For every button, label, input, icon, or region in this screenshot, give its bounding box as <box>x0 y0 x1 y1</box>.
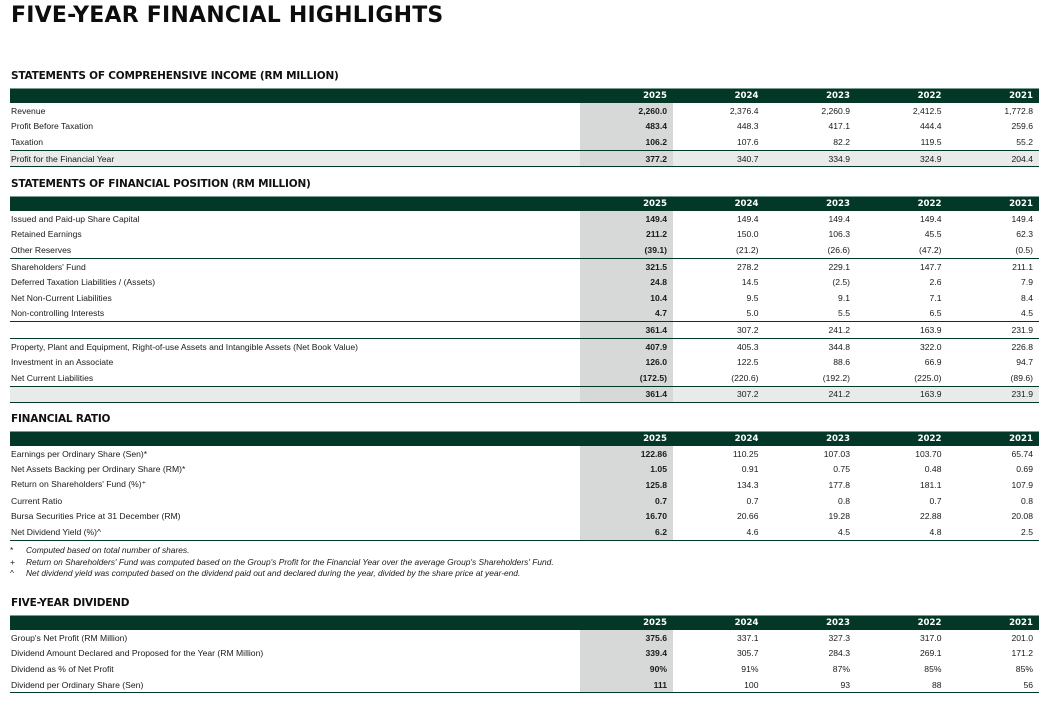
year-header: 2022 <box>856 197 948 212</box>
value-cell-2021: 55.2 <box>1016 136 1033 147</box>
table-row <box>10 508 1039 524</box>
value-cell-2022: 22.88 <box>919 511 942 522</box>
value-cell-2022: 88 <box>856 677 948 693</box>
value-cell-2025: 106.2 <box>580 134 673 150</box>
value-cell-2025: 339.4 <box>580 646 673 662</box>
value-cell-2024: 0.91 <box>741 464 759 475</box>
value-cell-2024: (220.6) <box>731 372 759 383</box>
year-header-row <box>10 616 1039 631</box>
subtotal-row <box>10 322 1039 339</box>
value-cell-2022: 149.4 <box>919 213 942 224</box>
value-cell-2025: 377.2 <box>580 150 673 167</box>
table-row <box>10 119 1039 135</box>
row-label: Current Ratio <box>11 495 63 506</box>
table-row <box>10 661 1039 677</box>
value-cell-2022: 322.0 <box>856 338 948 354</box>
value-cell-2023: 82.2 <box>833 136 850 147</box>
row-label: Revenue <box>11 105 46 116</box>
value-cell-2024: 307.2 <box>673 386 765 403</box>
value-cell-2024: 337.1 <box>736 632 759 643</box>
value-cell-2021: (89.6) <box>1010 372 1033 383</box>
row-label: Taxation <box>11 136 44 147</box>
value-cell-2024: 5.0 <box>746 308 759 319</box>
dividend-section <box>10 597 1039 693</box>
year-header: 2025 <box>580 432 673 447</box>
footnote <box>10 557 554 569</box>
row-label: Retained Earnings <box>11 229 82 240</box>
value-cell-2023: 241.2 <box>765 322 857 339</box>
value-cell-2021: 0.8 <box>1021 495 1033 506</box>
value-cell-2023: 327.3 <box>828 632 850 643</box>
year-header-row <box>10 197 1039 212</box>
value-cell-2022: 119.5 <box>920 136 942 147</box>
table-row <box>10 211 1039 227</box>
value-cell-2024: 307.2 <box>673 322 765 339</box>
value-cell-2025: 10.4 <box>580 290 673 306</box>
row-label: Investment in an Associate <box>11 357 114 368</box>
value-cell-2022: 147.7 <box>856 258 948 274</box>
row-label: Return on Shareholders' Fund (%)⁺ <box>11 479 147 490</box>
value-cell-2022: 163.9 <box>856 386 948 403</box>
income-title: STATEMENTS OF COMPREHENSIVE INCOME (RM MILLION) <box>11 70 339 82</box>
value-cell-2024: 110.25 <box>732 448 759 459</box>
table-row <box>10 306 1039 322</box>
row-label: Other Reserves <box>11 244 72 255</box>
year-header-row <box>10 89 1039 104</box>
value-cell-2022: 66.9 <box>924 357 942 368</box>
value-cell-2022: 163.9 <box>856 322 948 339</box>
position-section <box>10 178 1039 403</box>
value-cell-2022: 269.1 <box>919 648 942 659</box>
value-cell-2023: 9.1 <box>838 292 850 303</box>
header-blank-cell <box>10 432 580 447</box>
value-cell-2025: 122.86 <box>580 446 673 462</box>
row-label: Bursa Securities Price at 31 December (RM) <box>11 511 181 522</box>
row-label: Profit for the Financial Year <box>10 150 580 167</box>
table-row <box>10 103 1039 119</box>
value-cell-2023: 149.4 <box>828 213 850 224</box>
year-header: 2022 <box>856 89 948 104</box>
year-header: 2021 <box>948 432 1040 447</box>
row-label: Net Assets Backing per Ordinary Share (RM)* <box>11 464 186 475</box>
table-row <box>10 227 1039 243</box>
row-label: Earnings per Ordinary Share (Sen)* <box>11 448 148 459</box>
value-cell-2025: 0.7 <box>580 493 673 509</box>
subtotal-row <box>10 386 1039 403</box>
value-cell-2023: 0.75 <box>833 464 850 475</box>
table-row <box>10 274 1039 290</box>
value-cell-2023: 334.9 <box>765 150 857 167</box>
value-cell-2021: 171.2 <box>1011 648 1033 659</box>
value-cell-2021: 65.74 <box>1011 448 1033 459</box>
year-header: 2023 <box>765 89 857 104</box>
table-row <box>10 446 1039 462</box>
value-cell-2025: 361.4 <box>580 386 673 403</box>
value-cell-2024: 149.4 <box>736 213 759 224</box>
value-cell-2023: 93 <box>765 677 857 693</box>
value-cell-2022: 85% <box>924 663 942 674</box>
value-cell-2022: 317.0 <box>919 632 942 643</box>
year-header: 2021 <box>948 616 1040 631</box>
year-header-row <box>10 432 1039 447</box>
year-header: 2024 <box>673 89 765 104</box>
value-cell-2021: 85% <box>1015 663 1033 674</box>
value-cell-2025: 321.5 <box>580 258 673 274</box>
value-cell-2023: (192.2) <box>822 372 850 383</box>
value-cell-2024: (21.2) <box>736 244 759 255</box>
header-blank-cell <box>10 616 580 631</box>
row-label: Dividend per Ordinary Share (Sen) <box>10 677 580 693</box>
value-cell-2024: 9.5 <box>746 292 759 303</box>
value-cell-2022: 0.48 <box>924 464 942 475</box>
row-label <box>10 322 580 339</box>
table-row <box>10 338 1039 354</box>
ratio-table <box>10 431 1039 541</box>
value-cell-2022: 4.8 <box>856 524 948 540</box>
footnote-mark: * <box>10 545 14 555</box>
value-cell-2021: 211.1 <box>948 258 1040 274</box>
value-cell-2023: 0.8 <box>838 495 850 506</box>
value-cell-2024: 2,376.4 <box>729 105 759 116</box>
header-blank-cell <box>10 197 580 212</box>
footnote <box>10 545 554 557</box>
value-cell-2023: 284.3 <box>828 648 850 659</box>
income-section <box>10 70 1039 167</box>
row-label: Dividend Amount Declared and Proposed for the Year (RM Million) <box>11 648 264 659</box>
footnote-text: Computed based on total number of shares. <box>26 545 190 555</box>
value-cell-2023: 5.5 <box>838 308 850 319</box>
year-header: 2024 <box>673 197 765 212</box>
table-row <box>10 462 1039 478</box>
value-cell-2025: 6.2 <box>580 524 673 540</box>
footnote-text: Return on Shareholders' Fund was computed based on the Group's Profit for the Financial Year over the average Group's Shareholders' Fund. <box>26 556 554 567</box>
year-header: 2021 <box>948 89 1040 104</box>
row-label <box>10 386 580 403</box>
value-cell-2022: 324.9 <box>856 150 948 167</box>
value-cell-2021: (0.5) <box>1015 244 1033 255</box>
row-label: Net Dividend Yield (%)^ <box>10 524 580 540</box>
value-cell-2021: 231.9 <box>948 322 1040 339</box>
value-cell-2021: 1,772.8 <box>1004 105 1033 116</box>
value-cell-2024: 20.66 <box>736 511 759 522</box>
value-cell-2021: 0.69 <box>1016 464 1033 475</box>
row-label: Property, Plant and Equipment, Right-of-use Assets and Intangible Assets (Net Book Value) <box>10 338 580 354</box>
footnote-text: Net dividend yield was computed based on the dividend paid out and declared during the year, divided by the share price at year-end. <box>26 568 521 578</box>
row-label: Group's Net Profit (RM Million) <box>11 632 128 643</box>
year-header: 2021 <box>948 197 1040 212</box>
table-row <box>10 150 1039 167</box>
year-header: 2024 <box>673 616 765 631</box>
value-cell-2021: 259.6 <box>1011 121 1033 132</box>
footnote-mark: + <box>10 556 15 567</box>
value-cell-2025: 149.4 <box>580 211 673 227</box>
dividend-table <box>10 615 1039 693</box>
value-cell-2025: (39.1) <box>580 242 673 258</box>
value-cell-2025: 24.8 <box>580 274 673 290</box>
value-cell-2024: 405.3 <box>673 338 765 354</box>
value-cell-2024: 150.0 <box>736 229 759 240</box>
value-cell-2025: 16.70 <box>580 508 673 524</box>
value-cell-2024: 14.5 <box>741 277 759 288</box>
value-cell-2022: 6.5 <box>929 308 942 319</box>
row-label: Dividend as % of Net Profit <box>11 663 114 674</box>
value-cell-2023: 19.28 <box>828 511 850 522</box>
value-cell-2025: 1.05 <box>580 462 673 478</box>
value-cell-2021: 20.08 <box>1011 511 1033 522</box>
income-table <box>10 88 1039 167</box>
value-cell-2023: 87% <box>832 663 850 674</box>
value-cell-2023: 88.6 <box>833 357 850 368</box>
value-cell-2021: 204.4 <box>948 150 1040 167</box>
value-cell-2021: 107.9 <box>1011 479 1033 490</box>
row-label: Net Non-Current Liabilities <box>11 292 112 303</box>
position-title: STATEMENTS OF FINANCIAL POSITION (RM MILLION) <box>11 178 311 190</box>
value-cell-2024: 122.5 <box>736 357 759 368</box>
value-cell-2025: 125.8 <box>580 477 673 493</box>
value-cell-2023: 417.1 <box>828 121 850 132</box>
table-row <box>10 493 1039 509</box>
year-header: 2025 <box>580 616 673 631</box>
value-cell-2024: 278.2 <box>673 258 765 274</box>
value-cell-2025: 90% <box>580 661 673 677</box>
value-cell-2025: 407.9 <box>580 338 673 354</box>
table-row <box>10 290 1039 306</box>
row-label: Profit Before Taxation <box>11 121 94 132</box>
row-label: Shareholders' Fund <box>10 258 580 274</box>
table-row <box>10 258 1039 274</box>
value-cell-2023: 106.3 <box>828 229 850 240</box>
value-cell-2021: 149.4 <box>1011 213 1033 224</box>
year-header: 2024 <box>673 432 765 447</box>
value-cell-2022: (225.0) <box>914 372 942 383</box>
value-cell-2021: 7.9 <box>1021 277 1033 288</box>
value-cell-2022: 0.7 <box>929 495 942 506</box>
value-cell-2023: 344.8 <box>765 338 857 354</box>
value-cell-2022: 45.5 <box>924 229 942 240</box>
value-cell-2024: 448.3 <box>736 121 759 132</box>
value-cell-2025: (172.5) <box>580 370 673 386</box>
position-table <box>10 196 1039 403</box>
value-cell-2025: 375.6 <box>580 630 673 646</box>
table-row <box>10 354 1039 370</box>
year-header: 2023 <box>765 197 857 212</box>
year-header: 2022 <box>856 616 948 631</box>
table-row <box>10 677 1039 693</box>
value-cell-2023: 229.1 <box>765 258 857 274</box>
value-cell-2025: 483.4 <box>580 119 673 135</box>
value-cell-2021: 56 <box>948 677 1040 693</box>
row-label: Issued and Paid-up Share Capital <box>11 213 140 224</box>
value-cell-2021: 201.0 <box>1011 632 1033 643</box>
table-row <box>10 646 1039 662</box>
value-cell-2024: 4.6 <box>673 524 765 540</box>
value-cell-2022: 2.6 <box>929 277 942 288</box>
value-cell-2025: 211.2 <box>580 227 673 243</box>
value-cell-2024: 107.6 <box>736 136 759 147</box>
value-cell-2023: 2,260.9 <box>821 105 850 116</box>
value-cell-2021: 226.8 <box>948 338 1040 354</box>
value-cell-2021: 231.9 <box>948 386 1040 403</box>
table-row <box>10 630 1039 646</box>
footnote <box>10 568 554 580</box>
value-cell-2025: 361.4 <box>580 322 673 339</box>
value-cell-2021: 2.5 <box>948 524 1040 540</box>
row-label: Net Current Liabilities <box>11 372 94 383</box>
value-cell-2023: (26.6) <box>827 244 850 255</box>
row-label: Non-controlling Interests <box>11 308 105 319</box>
year-header: 2022 <box>856 432 948 447</box>
table-row <box>10 370 1039 386</box>
value-cell-2021: 94.7 <box>1016 357 1033 368</box>
value-cell-2023: 241.2 <box>765 386 857 403</box>
value-cell-2024: 134.3 <box>736 479 759 490</box>
value-cell-2024: 340.7 <box>673 150 765 167</box>
table-row <box>10 242 1039 258</box>
value-cell-2022: 181.1 <box>919 479 942 490</box>
value-cell-2022: 7.1 <box>929 292 942 303</box>
value-cell-2021: 8.4 <box>1021 292 1033 303</box>
ratio-section <box>10 413 1039 541</box>
value-cell-2024: 100 <box>673 677 765 693</box>
value-cell-2023: 4.5 <box>765 524 857 540</box>
value-cell-2022: 103.70 <box>915 448 942 459</box>
year-header: 2025 <box>580 89 673 104</box>
ratio-notes <box>10 545 554 580</box>
header-blank-cell <box>10 89 580 104</box>
value-cell-2023: 107.03 <box>823 448 850 459</box>
value-cell-2025: 4.7 <box>580 306 673 322</box>
value-cell-2024: 0.7 <box>746 495 759 506</box>
value-cell-2023: 177.8 <box>828 479 850 490</box>
value-cell-2024: 91% <box>741 663 759 674</box>
row-label: Deferred Taxation Liabilities / (Assets) <box>11 277 156 288</box>
value-cell-2024: 305.7 <box>736 648 759 659</box>
value-cell-2022: (47.2) <box>919 244 942 255</box>
page-title: FIVE-YEAR FINANCIAL HIGHLIGHTS <box>11 3 444 28</box>
value-cell-2022: 2,412.5 <box>912 105 942 116</box>
value-cell-2023: (2.5) <box>832 277 850 288</box>
table-row <box>10 477 1039 493</box>
value-cell-2021: 4.5 <box>1021 308 1033 319</box>
footnote-mark: ^ <box>10 568 14 578</box>
year-header: 2025 <box>580 197 673 212</box>
value-cell-2025: 2,260.0 <box>580 103 673 119</box>
year-header: 2023 <box>765 616 857 631</box>
value-cell-2025: 126.0 <box>580 354 673 370</box>
ratio-title: FINANCIAL RATIO <box>11 413 111 425</box>
dividend-title: FIVE-YEAR DIVIDEND <box>11 597 130 609</box>
table-row <box>10 134 1039 150</box>
value-cell-2021: 62.3 <box>1016 229 1033 240</box>
value-cell-2022: 444.4 <box>919 121 942 132</box>
value-cell-2025: 111 <box>580 677 673 693</box>
table-row <box>10 524 1039 540</box>
year-header: 2023 <box>765 432 857 447</box>
